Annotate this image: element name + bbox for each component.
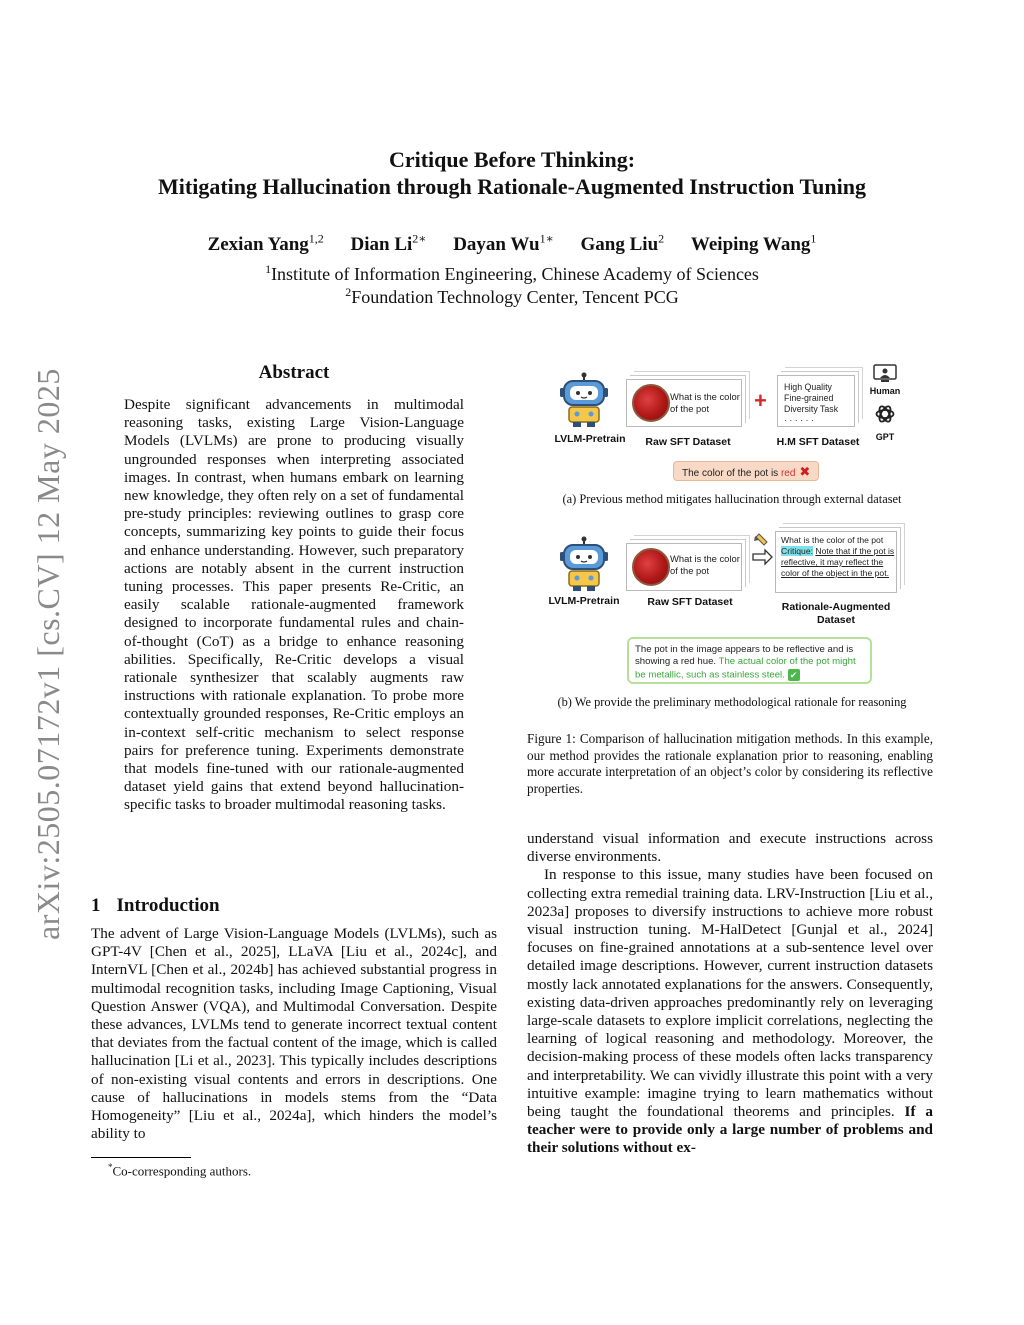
answer-pill-correct: The pot in the image appears to be reflective and is showing a red hue. The actual color of the pot might be metallic, such as stainless steel. ✔ bbox=[627, 637, 872, 684]
lvlm-pretrain-label-a: LVLM-Pretrain bbox=[554, 433, 626, 445]
plus-icon: + bbox=[754, 388, 767, 413]
paragraph: In response to this issue, many studies have been focused on collecting extra remedial training data. LRV-Instruction [Liu et al., 2023a] proposes to diversify instructions to achieve more robust visual instruction tuning. M-HalDetect [Gunjal et al., 2024] focuses on fine-grained annotations at a sub-sentence level over detailed image descriptions. However, current instruction datasets mostly lack annotated explanations for the answers. Consequently, existing data-driven approaches predominantly rely on leveraging large-scale datasets to explore implicit correlations, neglecting the learning of logical reasoning and methodology. Moreover, the decision-making process of these models often lacks transparency and interpretability. We can vividly illustrate this point with a very intuitive example: imagine trying to learn mathematics without being taught the foundational theorems and principles. If a teacher were to provide only a large number of problems and their solutions without ex- bbox=[527, 866, 933, 1157]
raw-sft-card-a bbox=[626, 379, 742, 427]
answer-pill-incorrect: The color of the pot is red ✖ bbox=[673, 461, 819, 481]
section-heading-introduction: 1 Introduction bbox=[91, 895, 220, 916]
gpt-label: GPT bbox=[875, 432, 895, 442]
affiliation-1: $^1$Institute of Information Engineering, Chinese Academy of Sciences bbox=[265, 262, 759, 284]
human-label: Human bbox=[869, 386, 901, 396]
raw-sft-label-b: Raw SFT Dataset bbox=[647, 596, 733, 608]
author: Dayan $Wu^{1∗}$ bbox=[453, 232, 554, 256]
paper-title-line2: Mitigating Hallucination through Rationale-Augmented Instruction Tuning bbox=[158, 174, 866, 199]
hm-sft-label: H.M SFT Dataset bbox=[776, 436, 860, 448]
figure-caption: Figure 1: Comparison of hallucination mitigation methods. In this example, our method provides the rationale explanation prior to reasoning, enabling more accurate interpretation of an object’s color by considering its reflective properties. bbox=[527, 731, 933, 796]
bold-sentence: If a teacher were to provide only a large number of problems and their solutions without ex- bbox=[527, 1103, 933, 1157]
author: Zexian Yang$^{1,2}$ bbox=[207, 232, 324, 256]
card-text: What is the color of the pot Critique: Note that if the pot is reflective, it may reflect the color of the object in the pot. bbox=[781, 535, 895, 578]
paper-title-line1: Critique Before Thinking: bbox=[388, 147, 636, 172]
affiliation-2: $^2$Foundation Technology Center, Tencent PCG bbox=[345, 285, 679, 307]
subcaption-a: (a) Previous method mitigates hallucination through external dataset bbox=[562, 492, 902, 506]
paragraph: understand visual information and execute instructions across diverse environments. bbox=[527, 830, 933, 866]
lvlm-pretrain-label-b: LVLM-Pretrain bbox=[548, 595, 620, 607]
author: Dian $Li^{2∗}$ bbox=[350, 232, 427, 256]
robot-icon bbox=[560, 372, 608, 428]
edit-arrow-icon bbox=[751, 532, 773, 566]
critique-tag: Critique: bbox=[781, 546, 813, 556]
error-x-icon: ✖ bbox=[799, 464, 811, 479]
rationale-augmented-card bbox=[775, 531, 897, 593]
check-icon: ✔ bbox=[788, 669, 800, 681]
author: Weiping Wang$^1$ bbox=[690, 232, 817, 256]
gpt-icon bbox=[874, 403, 896, 425]
card-text: High Quality Fine-grained Diversity Task · · · · · · bbox=[784, 382, 839, 425]
abstract-heading: Abstract bbox=[258, 362, 330, 383]
introduction-paragraph: The advent of Large Vision-Language Models (LVLMs), such as GPT-4V [Chen et al., 2025], LLaVA [Liu et al., 2024c], and InternVL [Chen et al., 2024b] has achieved substantial progress in multimodal recognition tasks, including Image Captioning, Visual Question Answer (VQA), and Multimodal Conversation. Despite these advances, LVLMs tend to generate incorrect textual content that deviates from the factual content of the image, which is called hallucination [Li et al., 2023]. This typically includes descriptions of non-existing visual contents and errors in descriptions. One cause of hallucinations in models stems from the “Data Homogeneity” [Liu et al., 2024a], which hinders the model’s ability to bbox=[91, 925, 497, 1143]
raw-sft-label-a: Raw SFT Dataset bbox=[645, 436, 731, 448]
hm-sft-card bbox=[777, 375, 855, 427]
author: Gang Liu$^2$ bbox=[580, 232, 665, 256]
author-list bbox=[100, 232, 924, 256]
card-question: What is the color of the pot bbox=[670, 553, 740, 576]
card-question: What is the color of the pot bbox=[670, 391, 740, 414]
raw-sft-card-b bbox=[626, 543, 742, 591]
footnote: *Co-corresponding authors. bbox=[108, 1162, 252, 1179]
pot-image bbox=[632, 384, 670, 422]
rationale-augmented-label: Rationale-Augmented Dataset bbox=[781, 601, 891, 626]
human-icon bbox=[873, 364, 897, 384]
subcaption-b: (b) We provide the preliminary methodological rationale for reasoning bbox=[557, 695, 907, 709]
arxiv-identifier: arXiv:2505.07172v1 [cs.CV] 12 May 2025 bbox=[30, 368, 66, 940]
footnote-rule bbox=[91, 1157, 191, 1158]
robot-icon bbox=[560, 536, 608, 592]
right-column-text bbox=[527, 830, 933, 1158]
abstract-text: Despite significant advancements in multimodal reasoning tasks, existing Large Vision-Language Models (LVLMs) are prone to producing visually ungrounded responses when interpreting associated images. In contrast, when humans embark on learning new knowledge, they often rely on a set of fundamental pre-study principles: reviewing outlines to grasp core concepts, summarizing key points to guide their focus and enhance understanding. However, such preparatory actions are notably absent in the current instruction tuning processes. This paper presents Re-Critic, an easily scalable rationale-augmented framework designed to incorporate fundamental rules and chain-of-thought (CoT) as a bridge to enhance reasoning abilities. Specifically, Re-Critic develops a visual rationale synthesizer that scalably augments raw instructions with rationale explanation. To probe more contextually grounded responses, Re-Critic employs an in-context self-critic mechanism to select response pairs for preference tuning. Experiments demonstrate that models fine-tuned with our rationale-augmented dataset yield gains that extend beyond hallucination-specific tasks to broader multimodal reasoning tasks. bbox=[124, 396, 464, 814]
pot-image bbox=[632, 548, 670, 586]
